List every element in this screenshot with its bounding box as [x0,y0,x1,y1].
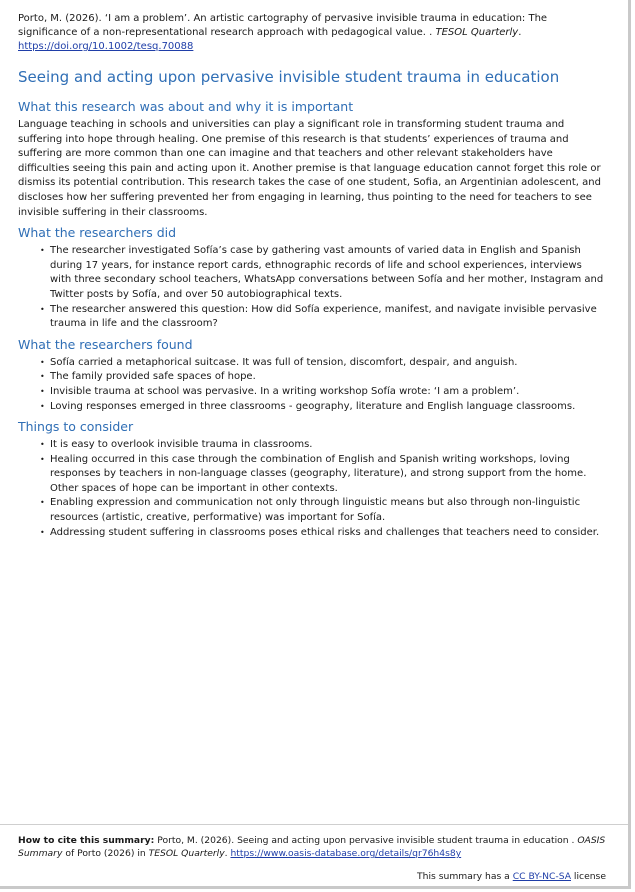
doi-link[interactable]: https://doi.org/10.1002/tesq.70088 [18,41,194,52]
license-line [18,870,606,883]
cite-text: Porto, M. (2026). Seeing and acting upon pervasive invisible student trauma in education . [154,835,578,846]
page-title: Seeing and acting upon pervasive invisible student trauma in education [18,68,560,86]
cite-journal: TESOL Quarterly [148,848,225,859]
list-item: • Healing occurred in this case through the combination of English and Spanish writing workshops, loving responses by teachers in non-language classes (geography, literature), and strong support from the home. Other spaces of hope can be important in other contexts. [40,453,606,497]
oasis-url-link[interactable]: https://www.oasis-database.org/details/qr76h4s8y [230,848,462,859]
list-item: • The researcher answered this question: How did Sofía experience, manifest, and navigate invisible pervasive trauma in life and the classroom? [40,303,606,332]
footer [0,824,628,883]
license-link[interactable]: CC BY-NC-SA [512,871,571,882]
cite-mid: of Porto (2026) in [62,848,149,859]
license-before: This summary has a [417,871,513,882]
list-consider [18,438,606,540]
section-paragraph-about: Language teaching in schools and universities can play a significant role in transforming student trauma and suffering into hope through healing. One premise of this research is that students’ experiences of trauma and suffering are more common than one can imagine and that teachers and other relevant stakeholders have difficulties seeing this pain and acting upon it. Another premise is that language education cannot forget this role or dismiss its potential contribution. This research takes the case of one student, Sofia, an Argentinian adolescent, and discloses how her suffering prevented her from engaging in learning, thus pointing to the need for teachers to see invisible suffering in their classrooms. [18,119,601,218]
section-heading-about: What this research was about and why it is important [18,99,354,114]
oasis-label: OASIS Summary [18,835,606,859]
list-did [18,244,606,332]
license-after: license [571,871,606,882]
section-heading-consider: Things to consider [18,419,134,435]
list-item: • Enabling expression and communication not only through linguistic means but also through non-linguistic resources (artistic, creative, performative) was important for Sofía. [40,496,606,525]
list-item: • The family provided safe spaces of hope. [40,370,606,385]
list-item: • Addressing student suffering in classrooms poses ethical risks and challenges that teachers need to consider. [40,526,606,541]
citation [18,834,606,860]
list-item: • The researcher investigated Sofía’s case by gathering vast amounts of varied data in English and Spanish during 17 years, for instance report cards, ethnographic records of life and school experiences, interviews with three secondary school teachers, WhatsApp conversations between Sofía and her mother, Instagram and Twitter posts by Sofía, and over 50 autobiographical texts. [40,244,606,302]
section-heading-did: What the researchers did [18,225,177,241]
list-item: • Sofía carried a metaphorical suitcase. It was full of tension, discomfort, despair, and anguish. [40,356,606,371]
reference-text: Porto, M. (2026). ‘I am a problem’. An artistic cartography of pervasive invisible trauma in education: The significance of a non-representational research approach with pedagogical value. . [18,13,548,38]
cite-after-journal: . [224,848,231,859]
section-heading-found: What the researchers found [18,336,193,352]
list-item: • Loving responses emerged in three classrooms - geography, literature and English language classrooms. [40,400,606,415]
reference-journal: TESOL Quarterly [435,27,519,38]
reference [18,12,606,54]
list-item: • It is easy to overlook invisible trauma in classrooms. [40,438,606,453]
cite-label: How to cite this summary: [18,835,155,846]
list-found [18,356,606,414]
reference-after-journal: . [518,27,522,38]
list-item: • Invisible trauma at school was pervasive. In a writing workshop Sofía wrote: ‘I am a problem’. [40,385,606,400]
